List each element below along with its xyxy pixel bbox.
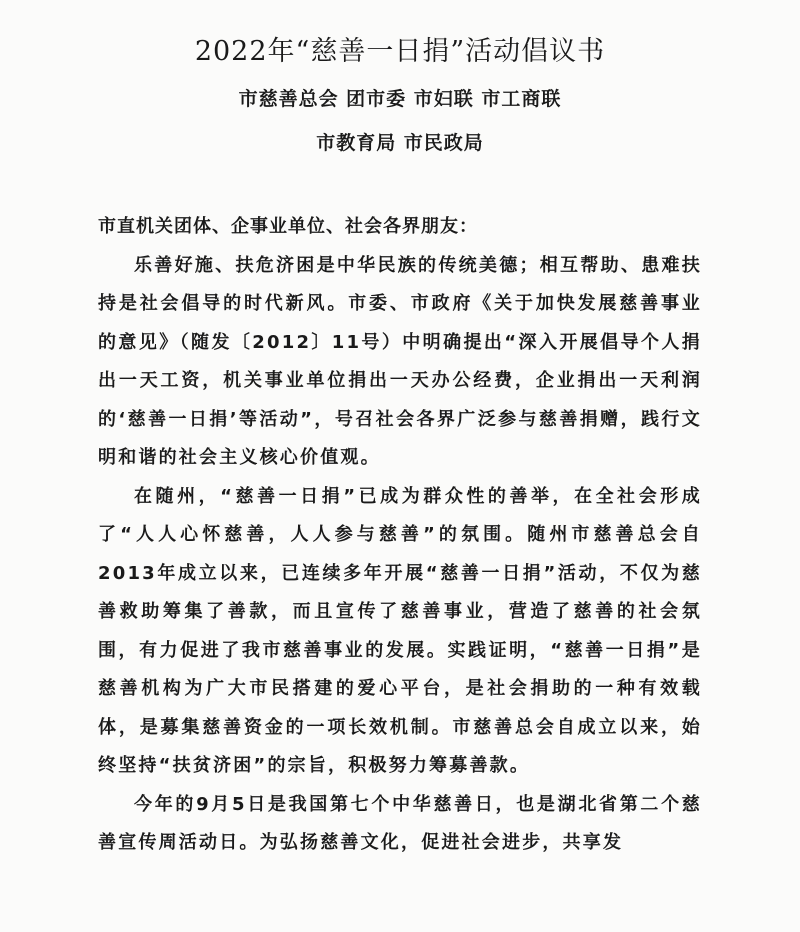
- paragraph-2: 在随州，“慈善一日捐”已成为群众性的善举，在全社会形成了“人人心怀慈善，人人参与慈善”的氛围。随州市慈善总会自2013年成立以来，已连续多年开展“慈善一日捐”活动，不仅为慈善救助筹集了善款，而且宣传了慈善事业，营造了慈善的社会氛围，有力促进了我市慈善事业的发展。实践证明，“慈善一日捐”是慈善机构为广大市民搭建的爱心平台，是社会捐助的一种有效载体，是募集慈善资金的一项长效机制。市慈善总会自成立以来，始终坚持“扶贫济困”的宗旨，积极努力筹募善款。: [98, 485, 702, 776]
- salutation: 市直机关团体、企事业单位、社会各界朋友：: [98, 216, 478, 237]
- paragraph-1: 乐善好施、扶危济困是中华民族的传统美德；相互帮助、患难扶持是社会倡导的时代新风。市委、市政府《关于加快发展慈善事业的意见》（随发〔2012〕11号）中明确提出“深入开展倡导个人捐出一天工资，机关事业单位捐出一天办公经费，企业捐出一天利润的‘慈善一日捐’等活动”，号召社会各界广泛参与慈善捐赠，践行文明和谐的社会主义核心价值观。: [98, 254, 702, 468]
- organizers-line-2: 市教育局 市民政局: [316, 132, 484, 154]
- organizers-line-1: 市慈善总会 团市委 市妇联 市工商联: [238, 88, 562, 110]
- document-title: 2022年“慈善一日捐”活动倡议书: [194, 36, 606, 67]
- paragraph-3: 今年的9月5日是我国第七个中华慈善日，也是湖北省第二个慈善宣传周活动日。为弘扬慈善文化，促进社会进步，共享发: [98, 793, 702, 853]
- document-body: [98, 208, 702, 863]
